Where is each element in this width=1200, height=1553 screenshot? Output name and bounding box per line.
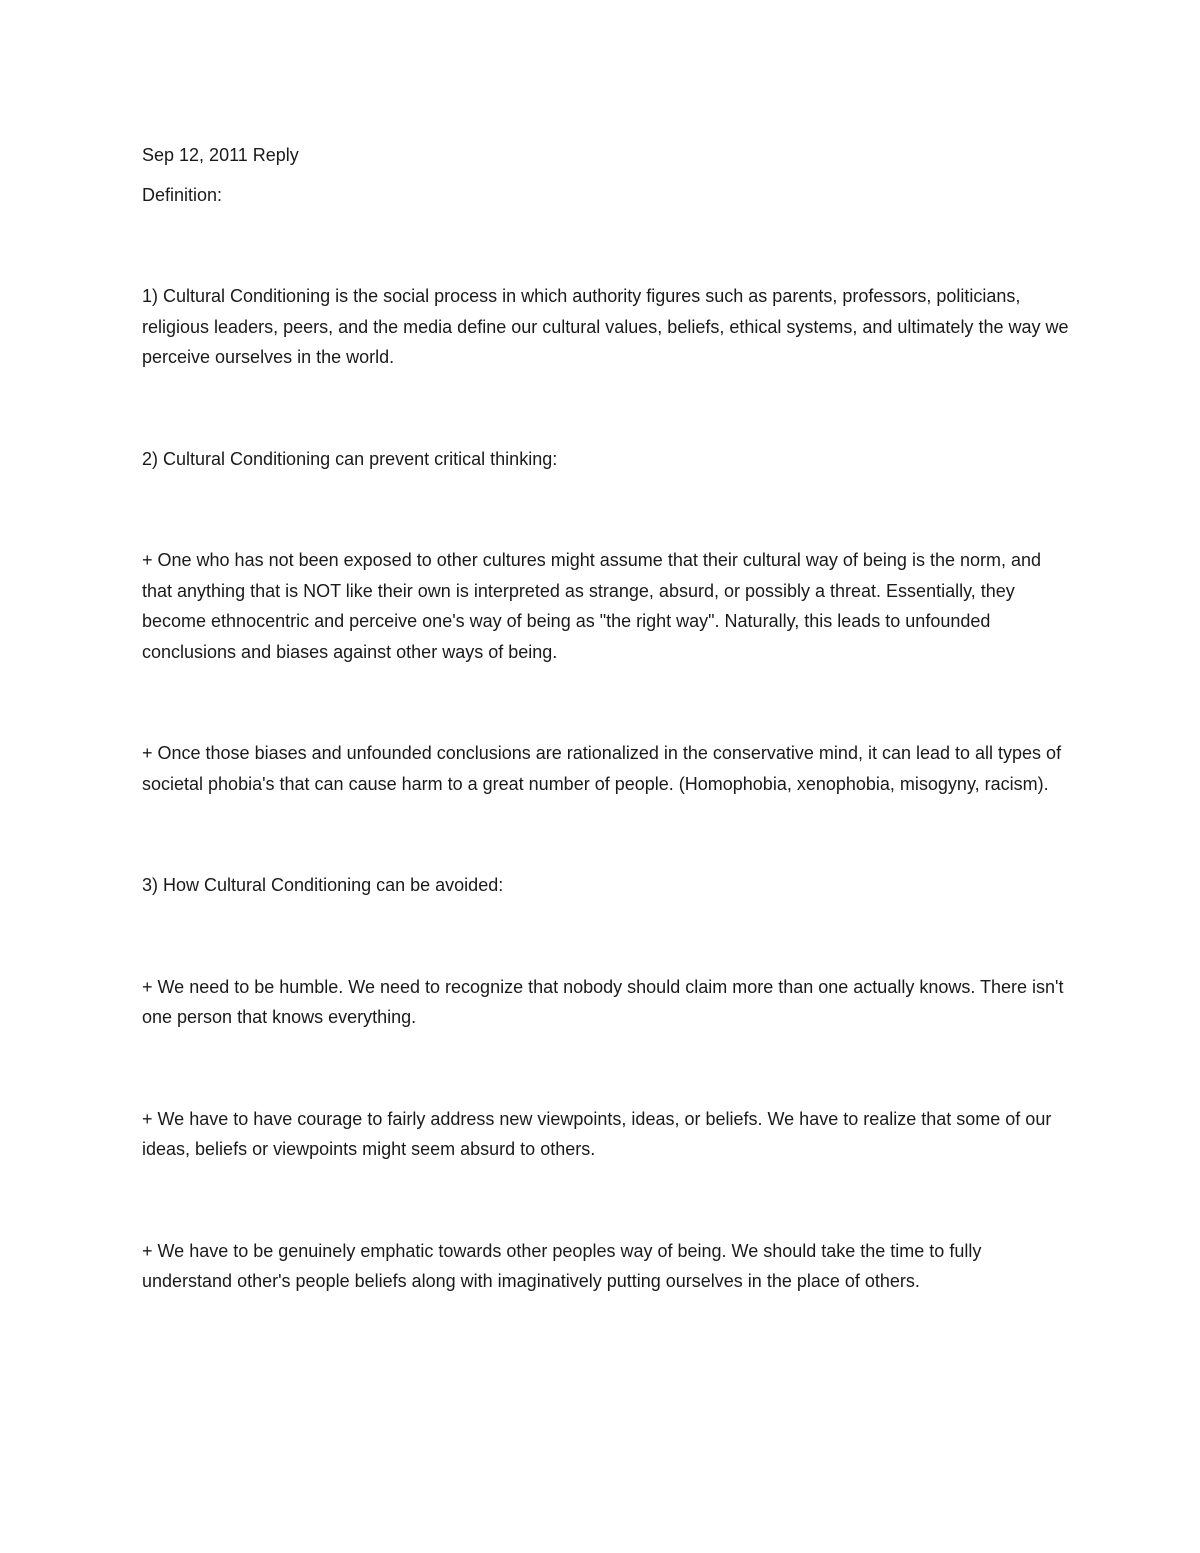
document-body	[142, 140, 1072, 1297]
paragraph-humble: + We need to be humble. We need to recognize that nobody should claim more than one actually knows. There isn't one person that knows everything.	[142, 976, 1064, 1027]
paragraph-phobias: + Once those biases and unfounded conclusions are rationalized in the conservative mind, it can lead to all types of societal phobia's that can cause harm to a great number of people. (Homophobia, xenophobia, misogyny, racism).	[142, 743, 1062, 794]
heading-avoidance: 3) How Cultural Conditioning can be avoided:	[142, 875, 504, 895]
paragraph-courage: + We have to have courage to fairly address new viewpoints, ideas, or beliefs. We have to realize that some of our ideas, beliefs or viewpoints might seem absurd to others.	[142, 1108, 1052, 1159]
heading-critical-thinking: 2) Cultural Conditioning can prevent critical thinking:	[142, 448, 558, 469]
paragraph-ethnocentrism: + One who has not been exposed to other cultures might assume that their cultural way of being is the norm, and that anything that is NOT like their own is interpreted as strange, absurd, or possibly a threat. Essentially, they become ethnocentric and perceive one's way of being as "the right way". Naturally, this leads to unfounded conclusions and biases against other ways of being.	[142, 550, 1042, 662]
paragraph-definition: 1) Cultural Conditioning is the social process in which authority figures such as parents, professors, politicians, religious leaders, peers, and the media define our cultural values, beliefs, ethical systems, and ultimately the way we perceive ourselves in the world.	[142, 286, 1069, 367]
post-date-header: Sep 12, 2011 Reply	[142, 145, 299, 165]
paragraph-empathy: + We have to be genuinely emphatic towards other peoples way of being. We should take the time to fully understand other's people beliefs along with imaginatively putting ourselves in the place of others.	[142, 1240, 982, 1291]
definition-label: Definition:	[142, 184, 223, 205]
